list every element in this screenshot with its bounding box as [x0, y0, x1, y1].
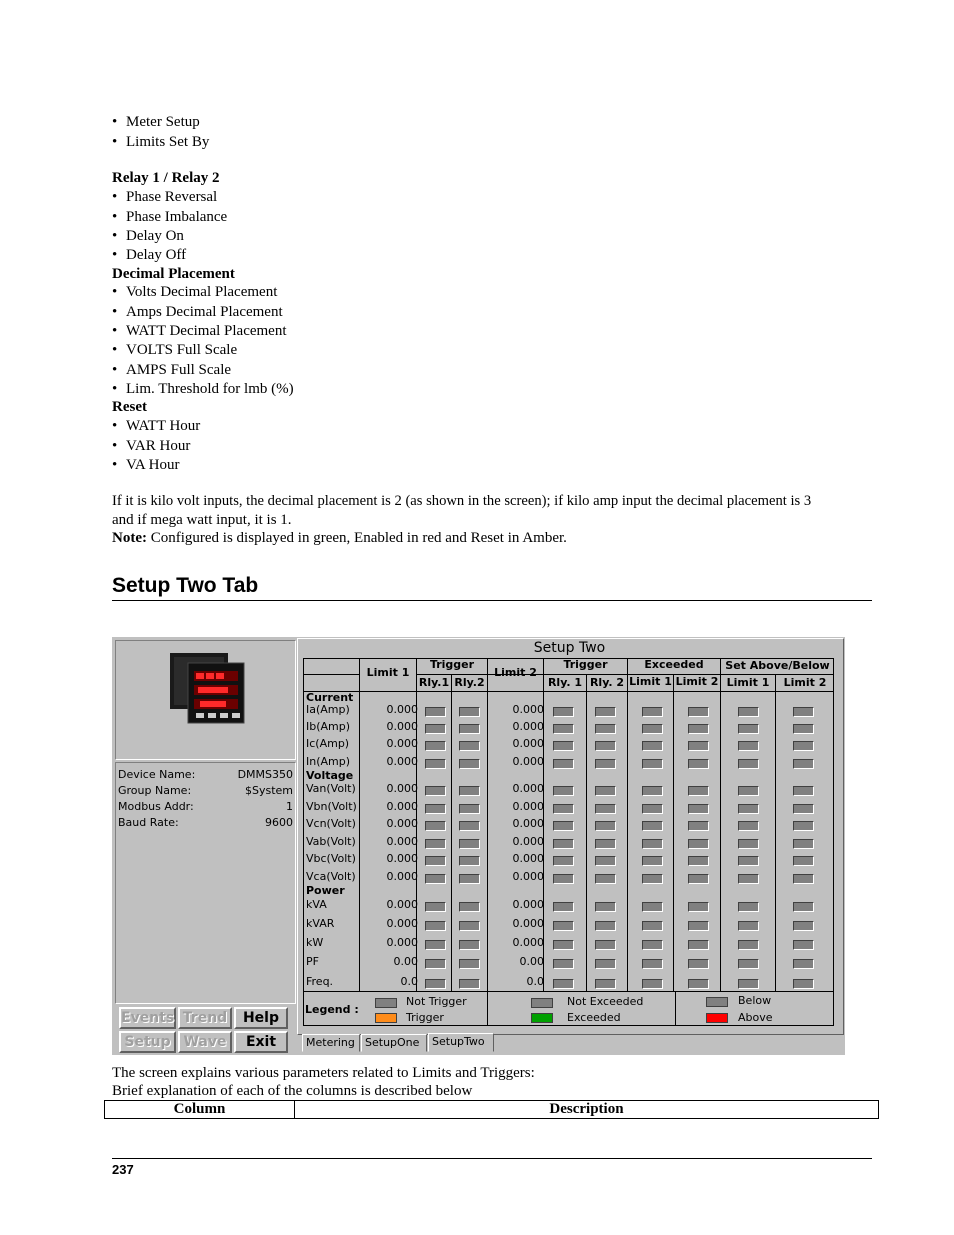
status-indicator: [642, 940, 663, 950]
header-limit2: Limit 2: [494, 666, 537, 679]
status-indicator: [553, 741, 574, 751]
status-indicator: [688, 940, 709, 950]
status-indicator: [553, 759, 574, 769]
info-label: Baud Rate:: [118, 816, 179, 829]
status-indicator: [642, 921, 663, 931]
status-indicator: [553, 707, 574, 717]
status-indicator: [738, 979, 759, 989]
limit2-value[interactable]: 0.000: [512, 835, 544, 848]
legend-trigger-swatch: [375, 1013, 397, 1023]
status-indicator: [688, 839, 709, 849]
grid-line: [673, 674, 674, 991]
status-indicator: [459, 724, 480, 734]
legend-not-trigger-swatch: [375, 998, 397, 1008]
status-indicator: [425, 741, 446, 751]
row-label: Ic(Amp): [306, 737, 350, 750]
status-indicator: [553, 874, 574, 884]
status-indicator: [738, 856, 759, 866]
status-indicator: [459, 940, 480, 950]
row-label: Vbn(Volt): [306, 800, 357, 813]
header-sab-limit1: Limit 1: [726, 676, 770, 689]
status-indicator: [738, 874, 759, 884]
wave-button[interactable]: Wave: [178, 1031, 232, 1053]
bullet-item: • Amps Decimal Placement: [112, 304, 283, 320]
status-indicator: [553, 821, 574, 831]
grid-line: [586, 674, 587, 991]
status-indicator: [595, 707, 616, 717]
status-indicator: [793, 804, 814, 814]
status-indicator: [642, 786, 663, 796]
status-indicator: [738, 741, 759, 751]
limit1-value[interactable]: 0.000: [386, 703, 418, 716]
meter-device-icon: [116, 641, 295, 759]
status-indicator: [642, 979, 663, 989]
status-indicator: [595, 940, 616, 950]
legend-exceeded: Exceeded: [567, 1011, 621, 1024]
paragraph-line: If it is kilo volt inputs, the decimal placement is 2 (as shown in the screen); if kilo amp input the decimal placement is 3: [112, 493, 812, 509]
header-trigger2: Trigger: [563, 658, 608, 671]
limit2-value[interactable]: 0.000: [512, 800, 544, 813]
limit1-value[interactable]: 0.000: [386, 737, 418, 750]
status-indicator: [688, 959, 709, 969]
tab-setupone[interactable]: SetupOne: [361, 1034, 427, 1052]
bullet-item: • Lim. Threshold for lmb (%): [112, 381, 294, 397]
row-label: Vcn(Volt): [306, 817, 356, 830]
limit2-value[interactable]: 0.00: [519, 955, 544, 968]
legend-label: Legend :: [305, 1003, 359, 1016]
status-indicator: [793, 786, 814, 796]
legend-below: Below: [738, 994, 772, 1007]
status-indicator: [642, 959, 663, 969]
status-indicator: [553, 856, 574, 866]
limit1-value[interactable]: 0.000: [386, 936, 418, 949]
status-indicator: [425, 874, 446, 884]
status-indicator: [688, 707, 709, 717]
limit1-value[interactable]: 0.000: [386, 800, 418, 813]
status-indicator: [793, 959, 814, 969]
status-indicator: [738, 804, 759, 814]
status-indicator: [459, 821, 480, 831]
trend-button[interactable]: Trend: [178, 1007, 232, 1029]
status-indicator: [425, 707, 446, 717]
status-indicator: [459, 804, 480, 814]
grid-line: [303, 991, 834, 992]
limit2-value[interactable]: 0.0: [526, 975, 544, 988]
header-rly1: Rly.1: [418, 676, 450, 689]
bullet-item: • VAR Hour: [112, 438, 191, 454]
table-header-column: Column: [173, 1101, 226, 1117]
status-indicator: [642, 856, 663, 866]
bullet-item: • Volts Decimal Placement: [112, 284, 278, 300]
status-indicator: [425, 856, 446, 866]
row-label: kVAR: [306, 917, 335, 930]
info-label: Device Name:: [118, 768, 196, 781]
row-label: Vbc(Volt): [306, 852, 356, 865]
status-indicator: [425, 821, 446, 831]
status-indicator: [459, 874, 480, 884]
header-sab-limit2: Limit 2: [783, 676, 827, 689]
legend-exceeded-swatch: [531, 1013, 553, 1023]
status-indicator: [688, 804, 709, 814]
status-indicator: [459, 979, 480, 989]
status-indicator: [688, 821, 709, 831]
status-indicator: [793, 707, 814, 717]
table-header-description: Description: [549, 1101, 624, 1117]
device-info-panel: [115, 762, 296, 1004]
bullet-item: • WATT Decimal Placement: [112, 323, 287, 339]
status-indicator: [642, 804, 663, 814]
status-indicator: [553, 786, 574, 796]
limit1-value[interactable]: 0.000: [386, 817, 418, 830]
status-indicator: [688, 979, 709, 989]
device-image-panel: [115, 640, 296, 760]
legend-trigger: Trigger: [406, 1011, 444, 1024]
bullet-meter-setup: • Meter Setup: [112, 114, 200, 130]
limit1-value[interactable]: 0.000: [386, 870, 418, 883]
limit1-value[interactable]: 0.00: [393, 955, 418, 968]
status-indicator: [595, 839, 616, 849]
header-set-above-below: Set Above/Below: [725, 659, 830, 672]
limit1-value[interactable]: 0.000: [386, 720, 418, 733]
status-indicator: [793, 821, 814, 831]
footer-rule: [112, 1158, 872, 1159]
info-value: 1: [286, 800, 293, 813]
limit2-value[interactable]: 0.000: [512, 782, 544, 795]
limit1-value[interactable]: 0.000: [386, 782, 418, 795]
section-rule: [112, 600, 872, 601]
grid-line: [775, 674, 776, 991]
paragraph-line: and if mega watt input, it is 1.: [112, 512, 292, 528]
limit2-value[interactable]: 0.000: [512, 852, 544, 865]
status-indicator: [738, 821, 759, 831]
status-indicator: [553, 804, 574, 814]
grid-line: [720, 658, 721, 991]
header-trigger1: Trigger: [429, 658, 475, 671]
status-indicator: [595, 874, 616, 884]
row-label: PF: [306, 955, 319, 968]
info-value: 9600: [265, 816, 293, 829]
row-label: Vca(Volt): [306, 870, 356, 883]
relay-heading: Relay 1 / Relay 2: [112, 170, 220, 186]
limit1-value[interactable]: 0.000: [386, 755, 418, 768]
limit2-value[interactable]: 0.000: [512, 703, 544, 716]
note: Note: Configured is displayed in green, Enabled in red and Reset in Amber.: [112, 530, 567, 546]
status-indicator: [425, 902, 446, 912]
after-text-2: Brief explanation of each of the columns is described below: [112, 1083, 473, 1099]
row-label: Van(Volt): [306, 782, 356, 795]
status-indicator: [553, 979, 574, 989]
status-indicator: [793, 902, 814, 912]
status-indicator: [595, 979, 616, 989]
legend-above: Above: [738, 1011, 773, 1024]
setup-two-screenshot: [112, 637, 845, 1055]
status-indicator: [595, 804, 616, 814]
columns-table: [104, 1100, 879, 1119]
status-indicator: [793, 874, 814, 884]
row-label: kW: [306, 936, 324, 949]
row-label: In(Amp): [306, 755, 351, 768]
header-exceeded: Exceeded: [644, 658, 704, 671]
status-indicator: [688, 786, 709, 796]
status-indicator: [459, 959, 480, 969]
row-label: Ia(Amp): [306, 703, 350, 716]
info-value: DMMS350: [237, 768, 293, 781]
status-indicator: [642, 821, 663, 831]
status-indicator: [642, 839, 663, 849]
status-indicator: [642, 759, 663, 769]
grid-line: [627, 658, 628, 991]
status-indicator: [688, 856, 709, 866]
status-indicator: [459, 839, 480, 849]
status-indicator: [595, 786, 616, 796]
status-indicator: [688, 874, 709, 884]
status-indicator: [738, 902, 759, 912]
bullet-item: • VA Hour: [112, 457, 180, 473]
status-indicator: [738, 839, 759, 849]
status-indicator: [793, 856, 814, 866]
limit2-value[interactable]: 0.000: [512, 737, 544, 750]
status-indicator: [738, 707, 759, 717]
limit2-value[interactable]: 0.000: [512, 917, 544, 930]
bullet-item: • WATT Hour: [112, 418, 201, 434]
status-indicator: [793, 741, 814, 751]
bullet-item: • VOLTS Full Scale: [112, 342, 238, 358]
limit1-value[interactable]: 0.000: [386, 917, 418, 930]
status-indicator: [595, 902, 616, 912]
bullet-item: • AMPS Full Scale: [112, 362, 232, 378]
status-indicator: [425, 921, 446, 931]
status-indicator: [595, 921, 616, 931]
status-indicator: [425, 940, 446, 950]
status-indicator: [553, 902, 574, 912]
bullet-item: • Delay On: [112, 228, 184, 244]
status-indicator: [425, 839, 446, 849]
legend-below-swatch: [706, 997, 728, 1007]
section-title: Setup Two Tab: [112, 574, 259, 597]
bullet-limits-set-by: • Limits Set By: [112, 134, 210, 150]
header-limit1: Limit 1: [366, 666, 410, 679]
info-label: Modbus Addr:: [118, 800, 194, 813]
section-power: Power: [306, 884, 345, 897]
header-rly2: Rly.2: [454, 676, 485, 689]
limit2-value[interactable]: 0.000: [512, 755, 544, 768]
panel-title: Setup Two: [533, 640, 606, 656]
grid-line: [303, 674, 359, 675]
status-indicator: [425, 759, 446, 769]
status-indicator: [425, 724, 446, 734]
status-indicator: [642, 874, 663, 884]
status-indicator: [738, 940, 759, 950]
status-indicator: [425, 786, 446, 796]
section-voltage: Voltage: [306, 769, 354, 782]
status-indicator: [688, 759, 709, 769]
bullet-item: • Delay Off: [112, 247, 187, 263]
status-indicator: [595, 759, 616, 769]
status-indicator: [553, 959, 574, 969]
row-label: kVA: [306, 898, 327, 911]
bullet-item: • Phase Imbalance: [112, 209, 228, 225]
exit-button[interactable]: Exit: [234, 1031, 288, 1053]
limit1-value[interactable]: 0.000: [386, 835, 418, 848]
status-indicator: [642, 902, 663, 912]
limit2-value[interactable]: 0.000: [512, 898, 544, 911]
grid-line: [303, 691, 834, 692]
limit1-value[interactable]: 0.000: [386, 852, 418, 865]
bullet-item: • Phase Reversal: [112, 189, 218, 205]
status-indicator: [793, 839, 814, 849]
status-indicator: [642, 741, 663, 751]
section-current: Current: [306, 691, 354, 704]
status-indicator: [595, 959, 616, 969]
status-indicator: [425, 804, 446, 814]
status-indicator: [595, 741, 616, 751]
status-indicator: [793, 979, 814, 989]
legend-above-swatch: [706, 1013, 728, 1023]
status-indicator: [688, 741, 709, 751]
status-indicator: [738, 759, 759, 769]
legend-not-trigger: Not Trigger: [406, 995, 467, 1008]
status-indicator: [642, 707, 663, 717]
row-label: Vab(Volt): [306, 835, 356, 848]
info-label: Group Name:: [118, 784, 192, 797]
status-indicator: [793, 759, 814, 769]
header-rly2b: Rly. 2: [589, 676, 625, 689]
limit2-value[interactable]: 0.000: [512, 817, 544, 830]
status-indicator: [553, 921, 574, 931]
status-indicator: [595, 856, 616, 866]
limit2-value[interactable]: 0.000: [512, 870, 544, 883]
limit1-value[interactable]: 0.000: [386, 898, 418, 911]
limit2-value[interactable]: 0.000: [512, 936, 544, 949]
tab-metering[interactable]: Metering: [302, 1034, 360, 1052]
status-indicator: [738, 786, 759, 796]
status-indicator: [688, 724, 709, 734]
header-ex-limit2: Limit 2: [675, 675, 719, 688]
status-indicator: [459, 856, 480, 866]
status-indicator: [553, 839, 574, 849]
reset-heading: Reset: [112, 399, 147, 415]
status-indicator: [595, 724, 616, 734]
legend-not-exceeded-swatch: [531, 998, 553, 1008]
row-label: Freq.: [306, 975, 334, 988]
status-indicator: [425, 959, 446, 969]
status-indicator: [425, 979, 446, 989]
limit1-value[interactable]: 0.0: [400, 975, 418, 988]
header-ex-limit1: Limit 1: [629, 675, 672, 688]
grid-line: [675, 991, 676, 1026]
limit2-value[interactable]: 0.000: [512, 720, 544, 733]
status-indicator: [459, 902, 480, 912]
status-indicator: [459, 759, 480, 769]
status-indicator: [642, 724, 663, 734]
grid-line: [451, 674, 452, 991]
status-indicator: [595, 821, 616, 831]
status-indicator: [793, 940, 814, 950]
status-indicator: [553, 724, 574, 734]
status-indicator: [793, 921, 814, 931]
decimal-heading: Decimal Placement: [112, 266, 235, 282]
status-indicator: [688, 921, 709, 931]
help-button[interactable]: Help: [234, 1007, 288, 1029]
row-label: Ib(Amp): [306, 720, 351, 733]
legend-not-exceeded: Not Exceeded: [567, 995, 644, 1008]
status-indicator: [459, 786, 480, 796]
status-indicator: [738, 921, 759, 931]
status-indicator: [553, 940, 574, 950]
status-indicator: [459, 741, 480, 751]
page-number: 237: [112, 1162, 134, 1177]
status-indicator: [688, 902, 709, 912]
setup-button[interactable]: Setup: [119, 1031, 176, 1053]
events-button[interactable]: Events: [119, 1007, 176, 1029]
status-indicator: [793, 724, 814, 734]
status-indicator: [459, 921, 480, 931]
after-text-1: The screen explains various parameters related to Limits and Triggers:: [112, 1065, 535, 1081]
info-value: $System: [244, 784, 293, 797]
status-indicator: [459, 707, 480, 717]
status-indicator: [738, 724, 759, 734]
status-indicator: [738, 959, 759, 969]
header-rly1b: Rly. 1: [547, 676, 583, 689]
tab-setuptwo[interactable]: SetupTwo: [428, 1033, 494, 1052]
